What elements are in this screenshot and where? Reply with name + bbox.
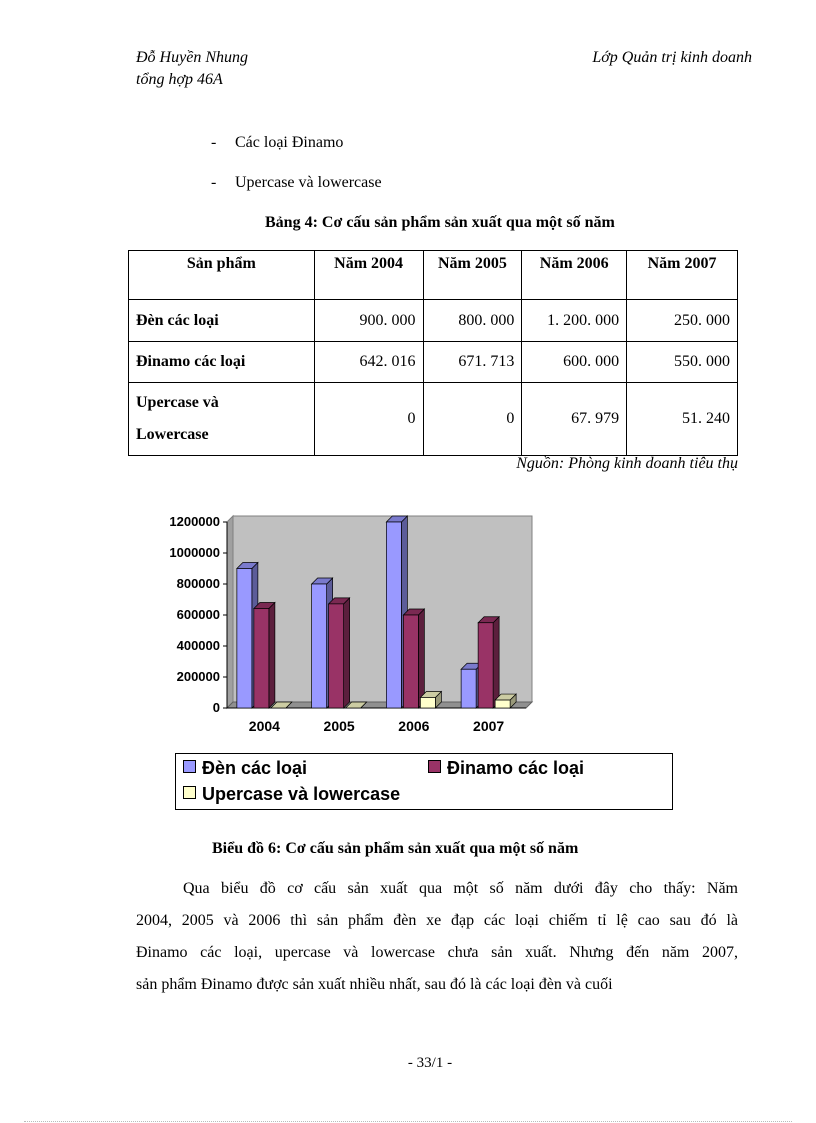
y-tick-label: 1200000 [169, 514, 220, 529]
header-author: Đỗ Huyền Nhung [136, 49, 248, 66]
bullet-text: Upercase và lowercase [235, 174, 382, 191]
header-department: Lớp Quản trị kinh doanh [592, 49, 752, 66]
bar-side [418, 609, 424, 708]
table-cell-name: Đèn các loại [129, 300, 315, 342]
table-row [129, 383, 738, 456]
table-cell: 51. 240 [627, 383, 738, 456]
y-tick-label: 600000 [176, 607, 220, 622]
page-number: - 33/1 - [407, 1055, 453, 1071]
legend-label: Đèn các loại [202, 758, 308, 778]
x-tick-label: 2004 [248, 718, 280, 734]
table-cell: 1. 200. 000 [522, 300, 627, 342]
table-cell-name: Đinamo các loại [129, 342, 315, 383]
table-header-row [129, 251, 738, 300]
table-header-cell: Năm 2006 [522, 251, 627, 300]
header-class: tổng hợp 46A [136, 71, 223, 88]
bar-chart [140, 505, 560, 745]
table-header-cell: Năm 2004 [314, 251, 423, 300]
y-tick-label: 400000 [176, 638, 220, 653]
bar-side [269, 602, 275, 708]
bar-side [344, 598, 350, 708]
y-tick-label: 800000 [176, 576, 220, 591]
y-tick-label: 1000000 [169, 545, 220, 560]
table-cell: 250. 000 [627, 300, 738, 342]
chart-caption: Biểu đồ 6: Cơ cấu sản phẩm sản xuất qua một số năm [212, 840, 579, 857]
table-cell-name-line: Lowercase [136, 426, 209, 443]
legend-item [183, 758, 307, 779]
bar [420, 697, 435, 708]
bar [495, 700, 510, 708]
table-header-cell: Sản phẩm [129, 251, 315, 300]
bar-side [493, 617, 499, 708]
x-tick-label: 2006 [398, 718, 430, 734]
legend-item [428, 758, 584, 779]
bar [386, 522, 401, 708]
table-cell: 642. 016 [314, 342, 423, 383]
table-cell: 0 [423, 383, 522, 456]
bar [329, 604, 344, 708]
x-tick-label: 2007 [473, 718, 505, 734]
table-cell-name-line: Upercase và [136, 394, 219, 411]
table-row [129, 300, 738, 342]
table-row [129, 342, 738, 383]
table-header-cell: Năm 2005 [423, 251, 522, 300]
bullet-dash: - [211, 174, 217, 191]
table-cell: 671. 713 [423, 342, 522, 383]
paragraph-line: Qua biểu đồ cơ cấu sản xuất qua một số năm dưới đây cho thấy: Năm [183, 880, 738, 897]
y-tick-label: 200000 [176, 669, 220, 684]
paragraph-line: sản phẩm Đinamo được sản xuất nhiều nhất, sau đó là các loại đèn và cuối [136, 976, 613, 993]
legend-label: Upercase và lowercase [202, 784, 401, 804]
page-bottom-border [24, 1121, 792, 1122]
table-cell: 800. 000 [423, 300, 522, 342]
legend-swatch [183, 760, 196, 773]
x-tick-label: 2005 [323, 718, 355, 734]
table-cell: 67. 979 [522, 383, 627, 456]
table-source: Nguồn: Phòng kinh doanh tiêu thụ [516, 455, 738, 472]
legend-item [183, 784, 400, 805]
chart-side-wall [227, 516, 233, 708]
legend-swatch [183, 786, 196, 799]
bar [461, 669, 476, 708]
bullet-dash: - [211, 134, 217, 151]
bullet-item [211, 174, 611, 196]
production-table [128, 250, 738, 456]
bar [312, 584, 327, 708]
table-header-cell: Năm 2007 [627, 251, 738, 300]
y-tick-label: 0 [212, 700, 220, 715]
bullet-item [211, 134, 611, 156]
bar [478, 623, 493, 708]
table-cell-name [129, 383, 315, 456]
table-cell: 550. 000 [627, 342, 738, 383]
bar [254, 608, 269, 708]
legend-label: Đinamo các loại [447, 758, 585, 778]
table-caption: Bảng 4: Cơ cấu sản phẩm sản xuất qua một số năm [265, 214, 615, 231]
table-cell: 600. 000 [522, 342, 627, 383]
paragraph-line: Đinamo các loại, upercase và lowercase chưa sản xuất. Nhưng đến năm 2007, [136, 944, 738, 961]
paragraph-line: 2004, 2005 và 2006 thì sản phẩm đèn xe đạp các loại chiếm tỉ lệ cao sau đó là [136, 912, 738, 929]
table-cell: 900. 000 [314, 300, 423, 342]
chart-legend [175, 753, 673, 810]
legend-swatch [428, 760, 441, 773]
bar [237, 569, 252, 709]
table-cell: 0 [314, 383, 423, 456]
bullet-text: Các loại Đinamo [235, 134, 344, 151]
bar [403, 615, 418, 708]
